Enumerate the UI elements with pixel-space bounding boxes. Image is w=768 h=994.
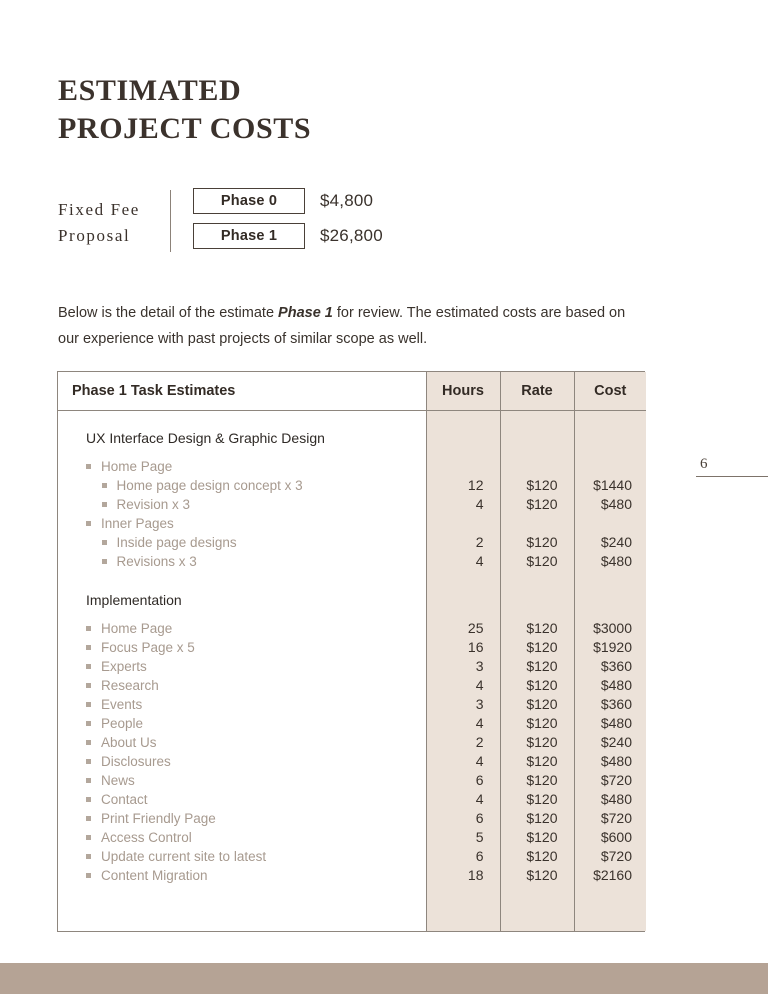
bullet-square-icon xyxy=(86,740,91,745)
task-line xyxy=(58,657,426,676)
phase-1-box: Phase 1 xyxy=(193,223,305,249)
rate-value: $120 xyxy=(526,734,558,750)
fee-divider xyxy=(170,190,171,252)
bullet-square-icon xyxy=(102,502,107,507)
bullet-square-icon xyxy=(86,626,91,631)
column-header-rate: Rate xyxy=(500,372,574,411)
rate-value xyxy=(501,457,558,476)
task-line xyxy=(58,733,426,752)
bullet-square-icon xyxy=(102,540,107,545)
column-header-hours: Hours xyxy=(426,372,500,411)
hours-value: 4 xyxy=(475,553,484,569)
task-label: Home Page xyxy=(101,459,173,474)
cost-value: $1440 xyxy=(593,477,632,493)
task-line xyxy=(58,638,426,657)
task-line xyxy=(58,771,426,790)
rate-value: $120 xyxy=(526,791,558,807)
rate-value: $120 xyxy=(526,477,558,493)
task-line xyxy=(58,457,426,476)
hours-value: 4 xyxy=(475,791,484,807)
page-number-block xyxy=(688,455,768,477)
task-line xyxy=(58,714,426,733)
cost-value xyxy=(575,514,633,533)
fixed-fee-label xyxy=(58,188,170,249)
cost-values xyxy=(575,427,633,885)
table-body-row xyxy=(58,411,646,932)
fee-row xyxy=(193,188,383,214)
task-line xyxy=(58,476,426,495)
task-label: Experts xyxy=(101,659,147,674)
cost-value: $480 xyxy=(600,791,632,807)
hours-value xyxy=(427,514,484,533)
hours-value xyxy=(427,457,484,476)
after-title-gap xyxy=(501,449,558,457)
task-label: Contact xyxy=(101,792,148,807)
bullet-square-icon xyxy=(86,797,91,802)
bullet-square-icon xyxy=(86,778,91,783)
hours-value: 3 xyxy=(475,658,484,674)
task-label: Access Control xyxy=(101,830,192,845)
cost-value: $360 xyxy=(600,658,632,674)
hours-value: 4 xyxy=(475,496,484,512)
rate-value: $120 xyxy=(526,553,558,569)
hours-value: 2 xyxy=(475,734,484,750)
bullet-square-icon xyxy=(86,464,91,469)
section-gap xyxy=(427,571,484,589)
bullet-square-icon xyxy=(86,721,91,726)
task-label: Print Friendly Page xyxy=(101,811,216,826)
hours-value: 4 xyxy=(475,753,484,769)
after-title-gap xyxy=(58,449,426,457)
task-label: People xyxy=(101,716,144,731)
cost-value: $1920 xyxy=(593,639,632,655)
task-line xyxy=(58,866,426,885)
section-title-spacer xyxy=(427,427,484,449)
column-header-cost: Cost xyxy=(574,372,646,411)
task-label: Revisions x 3 xyxy=(116,554,197,569)
task-label: Focus Page x 5 xyxy=(101,640,195,655)
after-title-gap xyxy=(58,611,426,619)
hours-value: 4 xyxy=(475,677,484,693)
phase-1-amount: $26,800 xyxy=(320,226,383,245)
task-line xyxy=(58,828,426,847)
rate-value: $120 xyxy=(526,677,558,693)
table-header-row xyxy=(58,372,646,411)
task-label: Disclosures xyxy=(101,754,171,769)
page-title-line-2: PROJECT COSTS xyxy=(58,112,312,145)
task-label: Inner Pages xyxy=(101,516,174,531)
cost-value: $480 xyxy=(600,753,632,769)
cost-column-cell xyxy=(574,411,646,932)
hours-value: 16 xyxy=(467,639,484,655)
intro-emphasis: Phase 1 xyxy=(278,305,333,321)
fixed-fee-summary xyxy=(58,188,383,252)
rate-value: $120 xyxy=(526,810,558,826)
after-title-gap xyxy=(575,611,633,619)
rate-value: $120 xyxy=(526,534,558,550)
phase-0-amount: $4,800 xyxy=(320,191,374,210)
task-label: Events xyxy=(101,697,143,712)
cost-value: $720 xyxy=(600,772,632,788)
cost-table-body xyxy=(58,411,646,932)
task-column-cell xyxy=(58,411,426,932)
section-title-spacer xyxy=(575,589,633,611)
rate-value: $120 xyxy=(526,658,558,674)
hours-value: 3 xyxy=(475,696,484,712)
after-title-gap xyxy=(575,449,633,457)
cost-value: $480 xyxy=(600,496,632,512)
bullet-square-icon xyxy=(86,816,91,821)
fee-row xyxy=(193,223,383,249)
cost-value: $480 xyxy=(600,553,632,569)
fee-rows xyxy=(193,188,383,249)
rate-value: $120 xyxy=(526,620,558,636)
cost-value: $360 xyxy=(600,696,632,712)
cost-table-head xyxy=(58,372,646,411)
bullet-square-icon xyxy=(102,559,107,564)
bullet-square-icon xyxy=(86,702,91,707)
bullet-square-icon xyxy=(86,645,91,650)
after-title-gap xyxy=(501,611,558,619)
cost-value: $720 xyxy=(600,810,632,826)
task-label: Update current site to latest xyxy=(101,849,267,864)
bottom-color-bar xyxy=(0,963,768,994)
task-line xyxy=(58,533,426,552)
intro-text-after: for review. The estimated costs are based on our experience with past projects of similar scope as well. xyxy=(58,305,626,347)
hours-value: 4 xyxy=(475,715,484,731)
hours-value: 6 xyxy=(475,810,484,826)
rate-value: $120 xyxy=(526,639,558,655)
column-header-task: Phase 1 Task Estimates xyxy=(58,372,426,411)
section-title: UX Interface Design & Graphic Design xyxy=(86,430,325,446)
task-label: Inside page designs xyxy=(116,535,237,550)
hours-value: 18 xyxy=(467,867,484,883)
rate-value: $120 xyxy=(526,829,558,845)
rate-value: $120 xyxy=(526,753,558,769)
section-title: Implementation xyxy=(86,592,182,608)
task-line xyxy=(58,619,426,638)
task-line xyxy=(58,752,426,771)
fixed-fee-label-line-1: Fixed Fee xyxy=(58,200,140,219)
rate-column-cell xyxy=(500,411,574,932)
cost-table xyxy=(58,372,646,931)
task-label: About Us xyxy=(101,735,157,750)
task-line xyxy=(58,790,426,809)
section-title-spacer xyxy=(501,427,558,449)
bullet-square-icon xyxy=(86,759,91,764)
cost-value xyxy=(575,457,633,476)
after-title-gap xyxy=(427,611,484,619)
cost-value: $3000 xyxy=(593,620,632,636)
section-gap xyxy=(575,571,633,589)
task-label: Content Migration xyxy=(101,868,208,883)
bullet-square-icon xyxy=(86,664,91,669)
page-number: 6 xyxy=(700,456,708,472)
cost-value: $2160 xyxy=(593,867,632,883)
section-title-spacer xyxy=(575,427,633,449)
task-line xyxy=(58,809,426,828)
hours-value: 12 xyxy=(467,477,484,493)
task-list xyxy=(58,427,426,885)
task-label: News xyxy=(101,773,135,788)
bullet-square-icon xyxy=(86,521,91,526)
section-title-spacer xyxy=(427,589,484,611)
task-line xyxy=(58,552,426,571)
hours-value: 6 xyxy=(475,772,484,788)
page-title-line-1: ESTIMATED xyxy=(58,74,242,107)
phase-0-box: Phase 0 xyxy=(193,188,305,214)
rate-values xyxy=(501,427,558,885)
hours-column-cell xyxy=(426,411,500,932)
bullet-square-icon xyxy=(86,873,91,878)
task-line xyxy=(58,847,426,866)
cost-table-container xyxy=(57,371,645,932)
cost-value: $720 xyxy=(600,848,632,864)
page-title xyxy=(58,72,478,148)
after-title-gap xyxy=(427,449,484,457)
cost-value: $480 xyxy=(600,677,632,693)
bullet-square-icon xyxy=(86,683,91,688)
rate-value: $120 xyxy=(526,715,558,731)
task-line xyxy=(58,495,426,514)
task-label: Home page design concept x 3 xyxy=(116,478,303,493)
hours-value: 5 xyxy=(475,829,484,845)
section-title-spacer xyxy=(501,589,558,611)
bullet-square-icon xyxy=(102,483,107,488)
task-label: Home Page xyxy=(101,621,173,636)
hours-value: 2 xyxy=(475,534,484,550)
section-gap xyxy=(501,571,558,589)
cost-value: $480 xyxy=(600,715,632,731)
rate-value: $120 xyxy=(526,496,558,512)
task-label: Revision x 3 xyxy=(116,497,191,512)
fixed-fee-label-line-2: Proposal xyxy=(58,226,131,245)
hours-value: 25 xyxy=(467,620,484,636)
rate-value xyxy=(501,514,558,533)
bullet-square-icon xyxy=(86,835,91,840)
cost-value: $240 xyxy=(600,534,632,550)
cost-value: $600 xyxy=(600,829,632,845)
task-line xyxy=(58,514,426,533)
bullet-square-icon xyxy=(86,854,91,859)
task-line xyxy=(58,695,426,714)
hours-values xyxy=(427,427,484,885)
rate-value: $120 xyxy=(526,848,558,864)
page-number-rule xyxy=(696,476,768,477)
rate-value: $120 xyxy=(526,772,558,788)
intro-paragraph xyxy=(58,300,634,352)
task-line xyxy=(58,676,426,695)
task-label: Research xyxy=(101,678,159,693)
rate-value: $120 xyxy=(526,696,558,712)
hours-value: 6 xyxy=(475,848,484,864)
cost-value: $240 xyxy=(600,734,632,750)
section-gap xyxy=(58,571,426,589)
intro-text-before: Below is the detail of the estimate xyxy=(58,305,279,321)
rate-value: $120 xyxy=(526,867,558,883)
